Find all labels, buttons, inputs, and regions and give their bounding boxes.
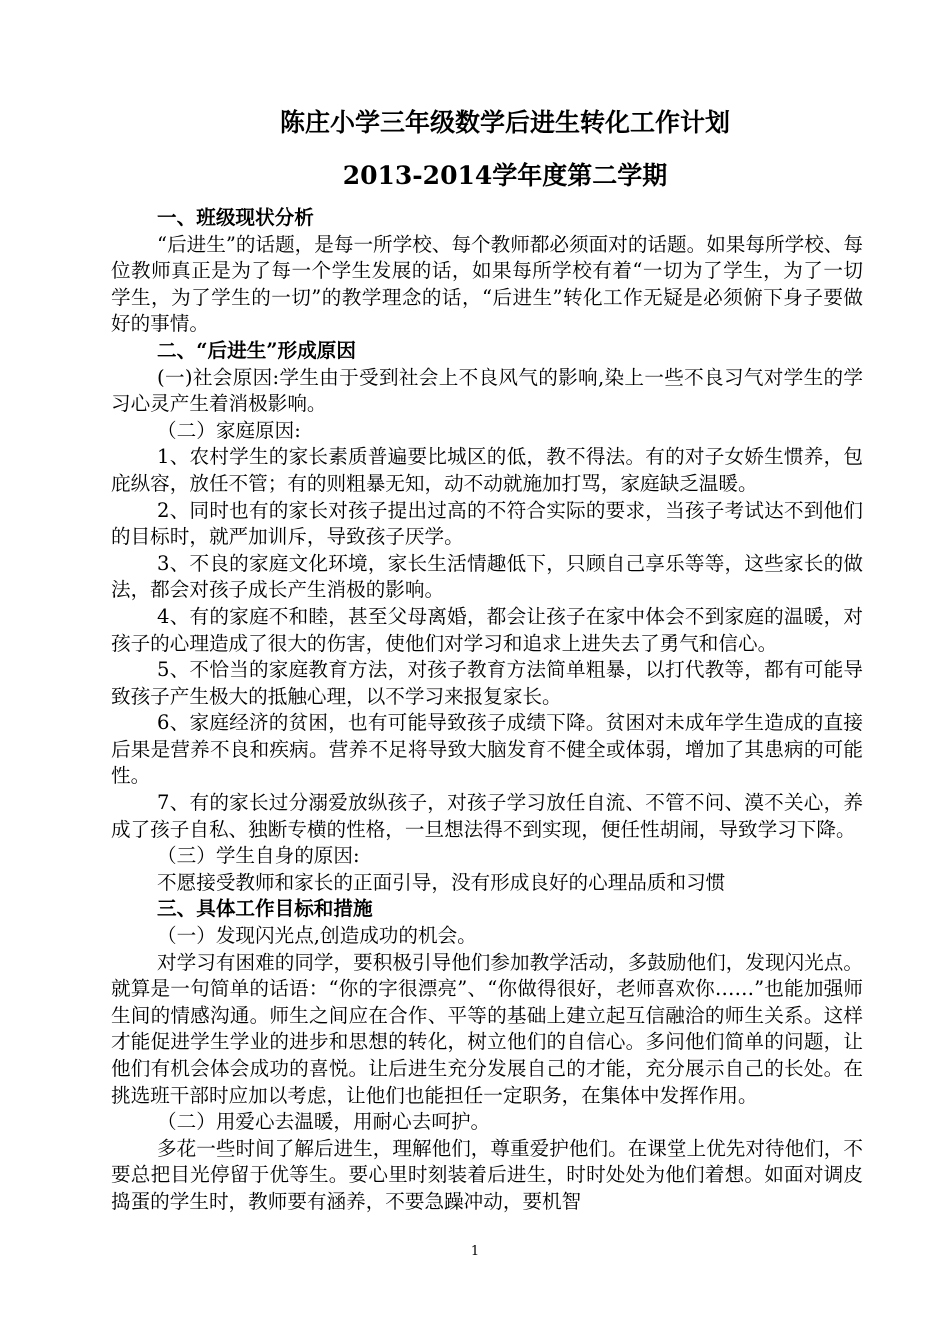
document-subtitle: 2013-2014学年度第二学期 (342, 161, 668, 190)
body-paragraph: 对学习有困难的同学，要积极引导他们参加教学活动，多鼓励他们，发现闪光点。就算是一句简单的话语：“你的字很漂亮”、“你做得很好，老师喜欢你……”也能加强师生间的情感沟通。师生之间应在合作、平等的基础上建立起互信融洽的师生关系。这样才能促进学生学业的进步和思想的转化，树立他们的自信心。多问他们简单的问题，让他们有机会体会成功的喜悦。让后进生充分发展自己的才能，充分展示自己的长处。在挑选班干部时应加以考虑，让他们也能担任一定职务，在集体中发挥作用。 (111, 950, 863, 1107)
document-body (111, 205, 863, 1216)
section-heading: 一、班级现状分析 (157, 206, 314, 229)
page-content (111, 107, 863, 1216)
body-paragraph: （一）发现闪光点,创造成功的机会。 (157, 924, 477, 948)
body-paragraph: （三）学生自身的原因: (157, 844, 360, 868)
section-heading: 三、具体工作目标和措施 (157, 897, 373, 921)
body-paragraph: 1、农村学生的家长素质普遍要比城区的低，教不得法。有的对子女娇生惯养，包庇纵容，放任不管；有的则粗暴无知，动不动就施加打骂，家庭缺乏温暖。 (111, 445, 863, 495)
body-paragraph: （二）用爱心去温暖，用耐心去呵护。 (157, 1110, 491, 1134)
body-paragraph: 3、不良的家庭文化环境，家长生活情趣低下，只顾自己享乐等等，这些家长的做法，都会对孩子成长产生消极的影响。 (111, 551, 863, 602)
body-paragraph: （二）家庭原因: (157, 418, 301, 442)
body-paragraph: (一)社会原因:学生由于受到社会上不良风气的影响,染上一些不良习气对学生的学习心灵产生着消极影响。 (111, 365, 863, 416)
body-paragraph: 5、不恰当的家庭教育方法，对孩子教育方法简单粗暴，以打代教等，都有可能导致孩子产生极大的抵触心理，以不学习来报复家长。 (111, 658, 863, 708)
body-paragraph: “后进生”的话题，是每一所学校、每个教师都必须面对的话题。如果每所学校、每位教师真正是为了每一个学生发展的话，如果每所学校有着“一切为了学生，为了一切学生，为了学生的一切”的教学理念的话，“后进生”转化工作无疑是必须俯下身子要做好的事情。 (111, 232, 863, 336)
page-number: 1 (470, 1244, 480, 1259)
body-paragraph: 4、有的家庭不和睦，甚至父母离婚，都会让孩子在家中体会不到家庭的温暖，对孩子的心理造成了很大的伤害，使他们对学习和追求上进失去了勇气和信心。 (111, 604, 863, 655)
body-paragraph: 多花一些时间了解后进生，理解他们，尊重爱护他们。在课堂上优先对待他们，不要总把目光停留于优等生。要心里时刻装着后进生，时时处处为他们着想。如面对调皮捣蛋的学生时，教师要有涵养，不要急躁冲动，要机智 (111, 1136, 863, 1213)
body-paragraph: 不愿接受教师和家长的正面引导，没有形成良好的心理品质和习惯 (157, 870, 726, 894)
body-paragraph: 7、有的家长过分溺爱放纵孩子，对孩子学习放任自流、不管不问、漠不关心，养成了孩子自私、独断专横的性格，一旦想法得不到实现，便任性胡闹，导致学习下降。 (111, 791, 863, 841)
document-title: 陈庄小学三年级数学后进生转化工作计划 (279, 108, 730, 137)
body-paragraph: 6、家庭经济的贫困，也有可能导致孩子成绩下降。贫困对未成年学生造成的直接后果是营养不良和疾病。营养不足将导致大脑发育不健全或体弱，增加了其患病的可能性。 (111, 711, 863, 788)
section-heading: 二、“后进生”形成原因 (157, 338, 356, 362)
body-paragraph: 2、同时也有的家长对孩子提出过高的不符合实际的要求，当孩子考试达不到他们的目标时，就严加训斥，导致孩子厌学。 (111, 498, 863, 549)
